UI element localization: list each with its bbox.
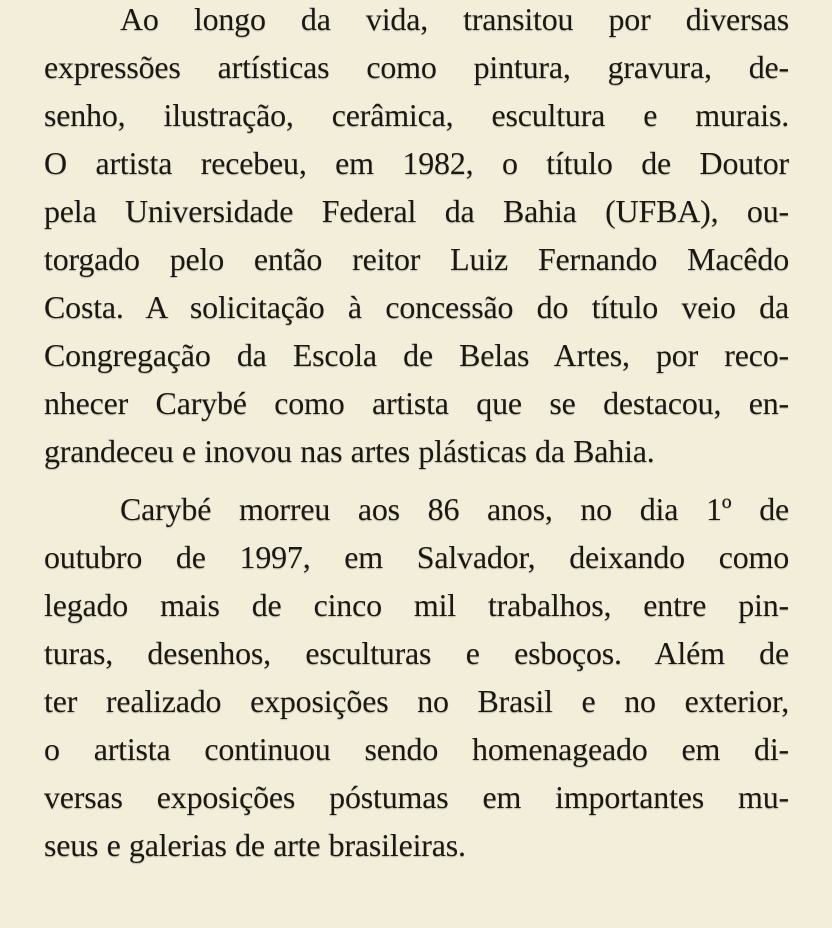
text-line: Ao longo da vida, transitou por diversas bbox=[120, 1, 789, 37]
text-line: legado mais de cinco mil trabalhos, entre pin- bbox=[44, 587, 789, 623]
text-line: Costa. A solicitação à concessão do título veio da bbox=[44, 289, 789, 325]
text-line: seus e galerias de arte brasileiras. bbox=[44, 827, 466, 863]
text-line: grandeceu e inovou nas artes plásticas da Bahia. bbox=[44, 433, 655, 469]
text-line: nhecer Carybé como artista que se destacou, en- bbox=[44, 385, 789, 421]
text-line: Carybé morreu aos 86 anos, no dia 1º de bbox=[120, 491, 789, 527]
text-line: ter realizado exposições no Brasil e no exterior, bbox=[44, 683, 789, 719]
text-line: o artista continuou sendo homenageado em di- bbox=[44, 731, 789, 767]
text-line: senho, ilustração, cerâmica, escultura e murais. bbox=[44, 97, 789, 133]
paragraph bbox=[44, 485, 789, 869]
text-line: O artista recebeu, em 1982, o título de Doutor bbox=[44, 145, 789, 181]
paragraph bbox=[44, 0, 789, 475]
text-line: pela Universidade Federal da Bahia (UFBA), ou- bbox=[44, 193, 789, 229]
text-line: Congregação da Escola de Belas Artes, por reco- bbox=[44, 337, 789, 373]
text-body bbox=[44, 0, 789, 869]
text-line: expressões artísticas como pintura, gravura, de- bbox=[44, 49, 789, 85]
text-line: torgado pelo então reitor Luiz Fernando Macêdo bbox=[44, 241, 789, 277]
text-line: outubro de 1997, em Salvador, deixando como bbox=[44, 539, 789, 575]
text-line: versas exposições póstumas em importantes mu- bbox=[44, 779, 789, 815]
text-line: turas, desenhos, esculturas e esboços. Além de bbox=[44, 635, 789, 671]
